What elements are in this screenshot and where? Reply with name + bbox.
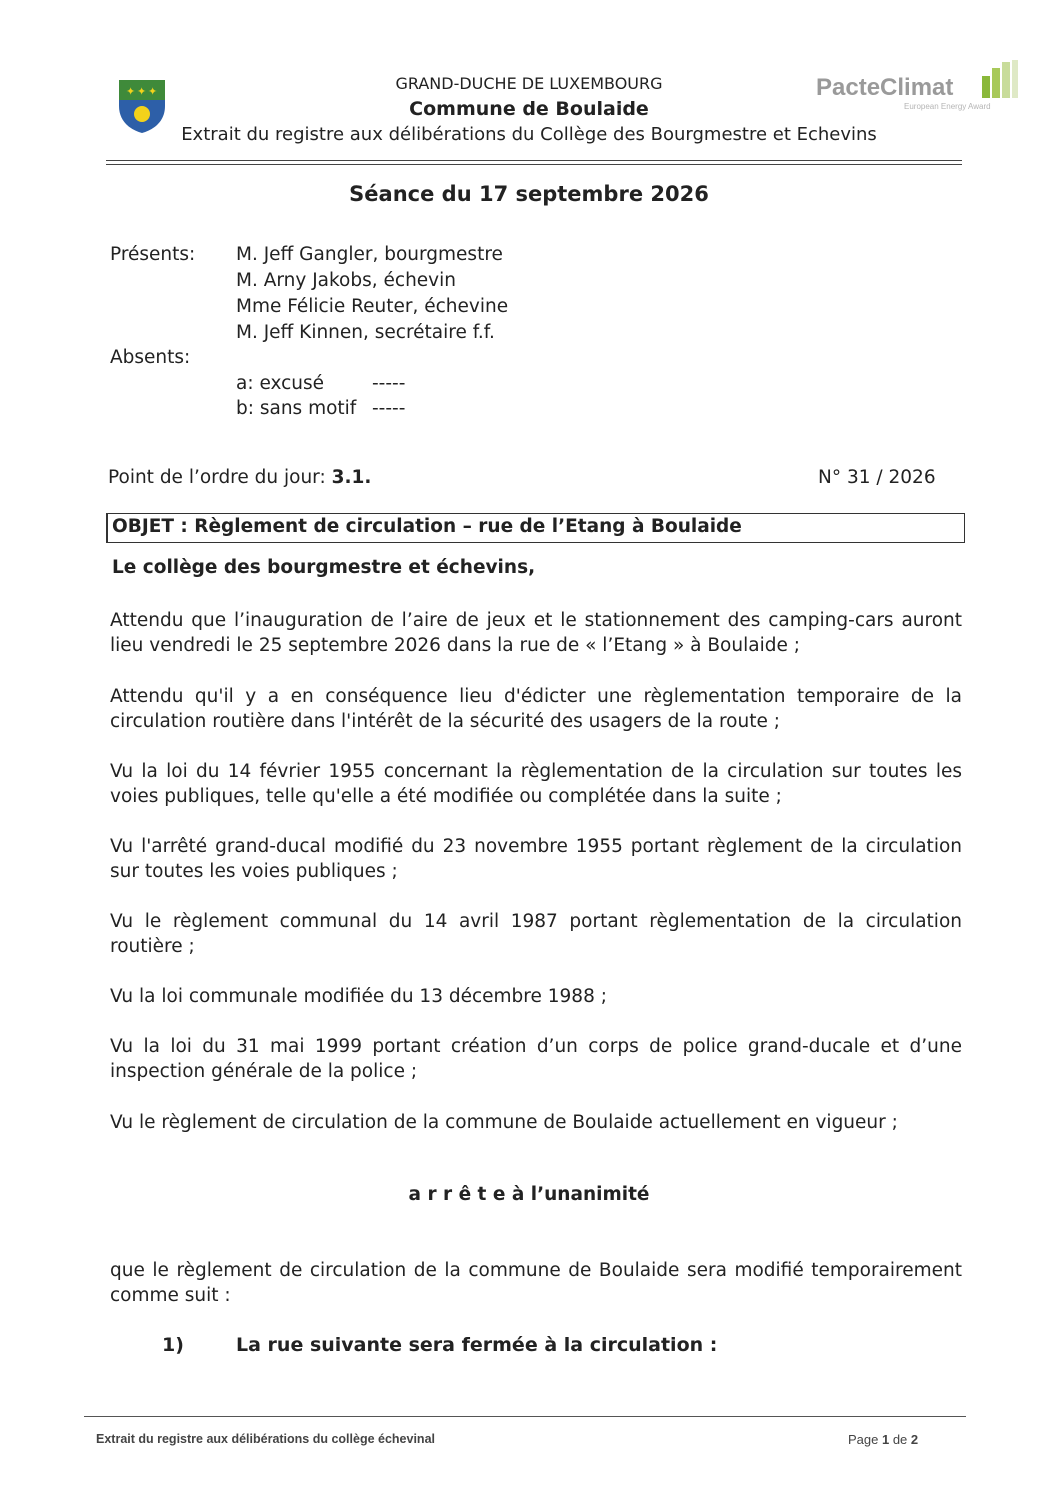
svg-text:✦: ✦ bbox=[126, 85, 136, 98]
session-title: Séance du 17 septembre 2026 bbox=[349, 182, 709, 206]
item-1-text: La rue suivante sera fermée à la circulation : bbox=[236, 1334, 718, 1356]
decision-text: que le règlement de circulation de la commune de Boulaide sera modifié temporairement comme suit : bbox=[110, 1260, 962, 1306]
footer-rule bbox=[84, 1416, 966, 1417]
decision-verb: a r r ê t e bbox=[408, 1184, 506, 1205]
paragraph: Vu l'arrêté grand-ducal modifié du 23 novembre 1955 portant règlement de la circulation sur toutes les voies publiques ; bbox=[110, 836, 962, 882]
absent-excused-label: a: excusé bbox=[236, 373, 325, 394]
absent-no-reason-label: b: sans motif bbox=[236, 398, 357, 419]
agenda-point bbox=[108, 467, 371, 488]
decision-heading bbox=[0, 1184, 1058, 1205]
paragraph: Vu le règlement de circulation de la commune de Boulaide actuellement en vigueur ; bbox=[110, 1112, 898, 1133]
member-3: Mme Félicie Reuter, échevine bbox=[236, 296, 509, 317]
energy-bars-icon bbox=[980, 60, 1020, 100]
college-heading: Le collège des bourgmestre et échevins, bbox=[112, 557, 536, 578]
footer-page-prefix: Page bbox=[848, 1432, 882, 1447]
paragraph: Attendu que l’inauguration de l’aire de jeux et le stationnement des camping-cars auront lieu vendredi le 25 septembre 2026 dans la rue de « l’Etang » à Boulaide ; bbox=[110, 610, 962, 656]
object-title: OBJET : Règlement de circulation – rue de l’Etang à Boulaide bbox=[112, 516, 742, 537]
paragraph: Vu la loi communale modifiée du 13 décembre 1988 ; bbox=[110, 986, 607, 1007]
absent-no-reason-value: ----- bbox=[372, 398, 406, 419]
pacteclimat-logo-subtext: European Energy Award bbox=[904, 102, 991, 111]
header-rule-top bbox=[106, 160, 962, 161]
header-rule-bottom bbox=[106, 164, 962, 165]
svg-text:✦: ✦ bbox=[137, 85, 147, 98]
member-2: M. Arny Jakobs, échevin bbox=[236, 270, 456, 291]
absent-label: Absents: bbox=[110, 347, 191, 368]
header-extract-title: Extrait du registre aux délibérations du Collège des Bourgmestre et Echevins bbox=[181, 124, 877, 145]
paragraph: Attendu qu'il y a en conséquence lieu d'édicter une règlementation temporaire de la circulation routière dans l'intérêt de la sécurité des usagers de la route ; bbox=[110, 686, 962, 732]
footer-left: Extrait du registre aux délibérations du collège échevinal bbox=[96, 1432, 435, 1446]
agenda-point-number: 3.1. bbox=[331, 467, 372, 488]
agenda-label: Point de l’ordre du jour: bbox=[108, 467, 326, 488]
member-4: M. Jeff Kinnen, secrétaire f.f. bbox=[236, 322, 495, 343]
paragraph: Vu le règlement communal du 14 avril 1987 portant règlementation de la circulation routière ; bbox=[110, 911, 962, 957]
header-commune: Commune de Boulaide bbox=[409, 98, 649, 120]
header-country: GRAND-DUCHE DE LUXEMBOURG bbox=[395, 74, 663, 93]
present-label: Présents: bbox=[110, 244, 196, 265]
absent-excused-value: ----- bbox=[372, 373, 406, 394]
deliberation-number: N° 31 / 2026 bbox=[818, 467, 936, 488]
pacteclimat-logo-text: PacteClimat bbox=[816, 74, 954, 101]
svg-text:✦: ✦ bbox=[148, 85, 158, 98]
footer-page-sep: de bbox=[889, 1432, 911, 1447]
footer-page bbox=[848, 1432, 918, 1447]
decision-rest: à l’unanimité bbox=[505, 1184, 650, 1205]
footer-page-current: 1 bbox=[881, 1432, 890, 1447]
item-1-number: 1) bbox=[162, 1334, 184, 1356]
member-1: M. Jeff Gangler, bourgmestre bbox=[236, 244, 503, 265]
pacteclimat-logo bbox=[816, 74, 1021, 114]
paragraph: Vu la loi du 14 février 1955 concernant la règlementation de la circulation sur toutes les voies publiques, telle qu'elle a été modifiée ou complétée dans la suite ; bbox=[110, 761, 962, 807]
footer-page-total: 2 bbox=[910, 1432, 919, 1447]
paragraph: Vu la loi du 31 mai 1999 portant création d’un corps de police grand-ducale et d’une inspection générale de la police ; bbox=[110, 1036, 962, 1082]
